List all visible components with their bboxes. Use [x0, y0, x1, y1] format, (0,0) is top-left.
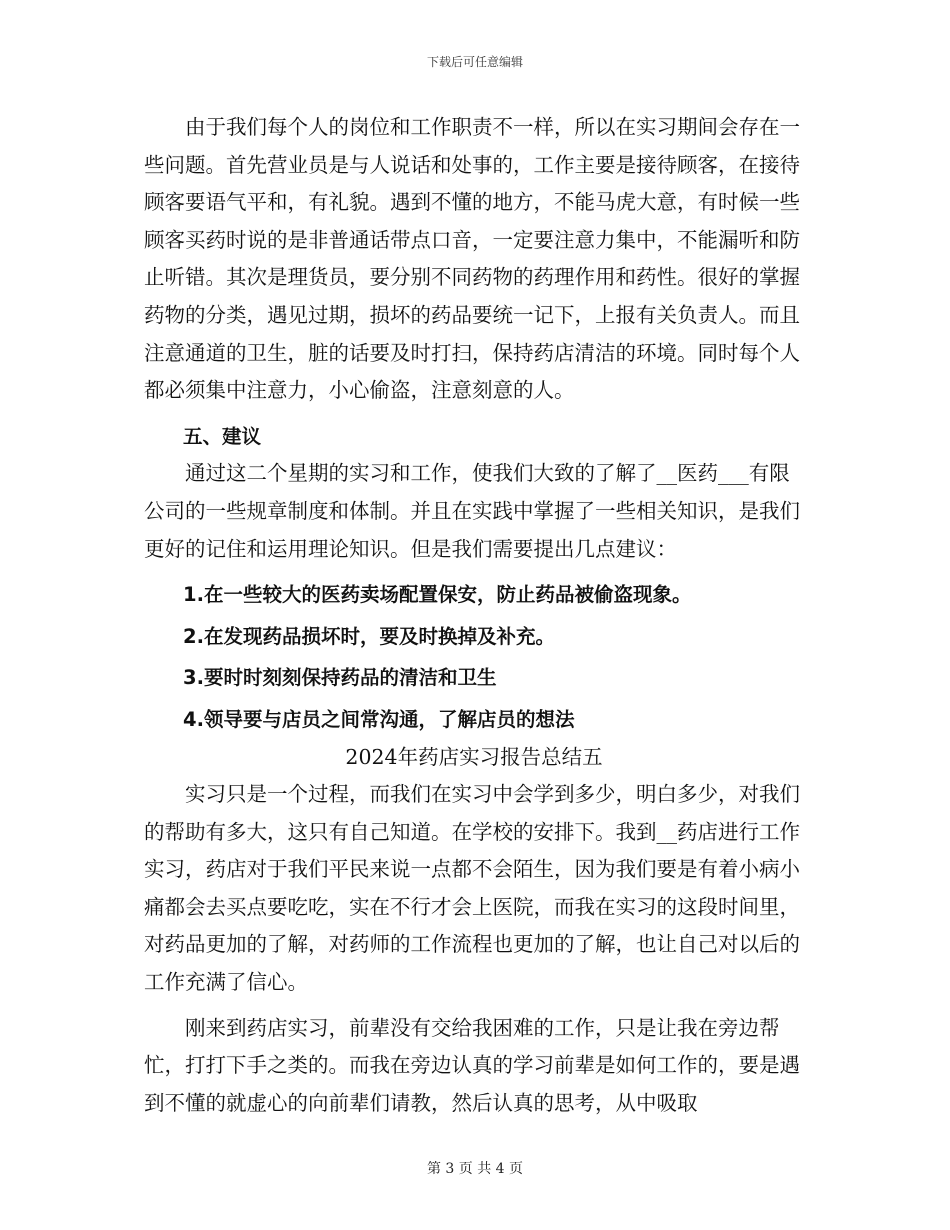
document-body [144, 109, 804, 1122]
paragraph-first-days: 刚来到药店实习，前辈没有交给我困难的工作，只是让我在旁边帮忙，打打下手之类的。而我在旁边认真的学习前辈是如何工作的，要是遇到不懂的就虚心的向前辈们请教，然后认真的思考，从中吸取 [144, 1015, 800, 1115]
page-header: 下载后可任意编辑 [426, 55, 523, 69]
section-title: 2024年药店实习报告总结五 [345, 744, 603, 769]
page-footer: 第 3 页 共 4 页 [426, 1161, 524, 1177]
suggestion-item-3: 3.要时时刻刻保持药品的清洁和卫生 [183, 666, 497, 690]
suggestion-item-4: 4.领导要与店员之间常沟通，了解店员的想法 [183, 707, 575, 731]
suggestion-item-2: 2.在发现药品损坏时，要及时换掉及补充。 [183, 624, 555, 648]
suggestion-item-1: 1.在一些较大的医药卖场配置保安，防止药品被偷盗现象。 [183, 583, 692, 607]
paragraph-suggestions-intro: 通过这二个星期的实习和工作，使我们大致的了解了__医药___有限公司的一些规章制度和体制。并且在实践中掌握了一些相关知识，是我们更好的记住和运用理论知识。但是我们需要提出几点建议： [144, 461, 800, 561]
paragraph-internship-intro: 实习只是一个过程，而我们在实习中会学到多少，明白多少，对我们的帮助有多大，这只有自己知道。在学校的安排下。我到__药店进行工作实习，药店对于我们平民来说一点都不会陌生，因为我们要是有着小病小痛都会去买点要吃吃，实在不行才会上医院，而我在实习的这段时间里，对药品更加的了解，对药师的工作流程也更加的了解，也让自己对以后的工作充满了信心。 [144, 782, 800, 995]
section-heading-suggestions: 五、建议 [183, 424, 262, 448]
paragraph-duties: 由于我们每个人的岗位和工作职责不一样，所以在实习期间会存在一些问题。首先营业员是与人说话和处事的，工作主要是接待顾客，在接待顾客要语气平和，有礼貌。遇到不懂的地方，不能马虎大意，有时候一些顾客买药时说的是非普通话带点口音，一定要注意力集中，不能漏听和防止听错。其次是理货员，要分别不同药物的药理作用和药性。很好的掌握药物的分类，遇见过期，损坏的药品要统一记下，上报有关负责人。而且注意通道的卫生，脏的话要及时打扫，保持药店清洁的环境。同时每个人都必须集中注意力，小心偷盗，注意刻意的人。 [144, 115, 800, 403]
